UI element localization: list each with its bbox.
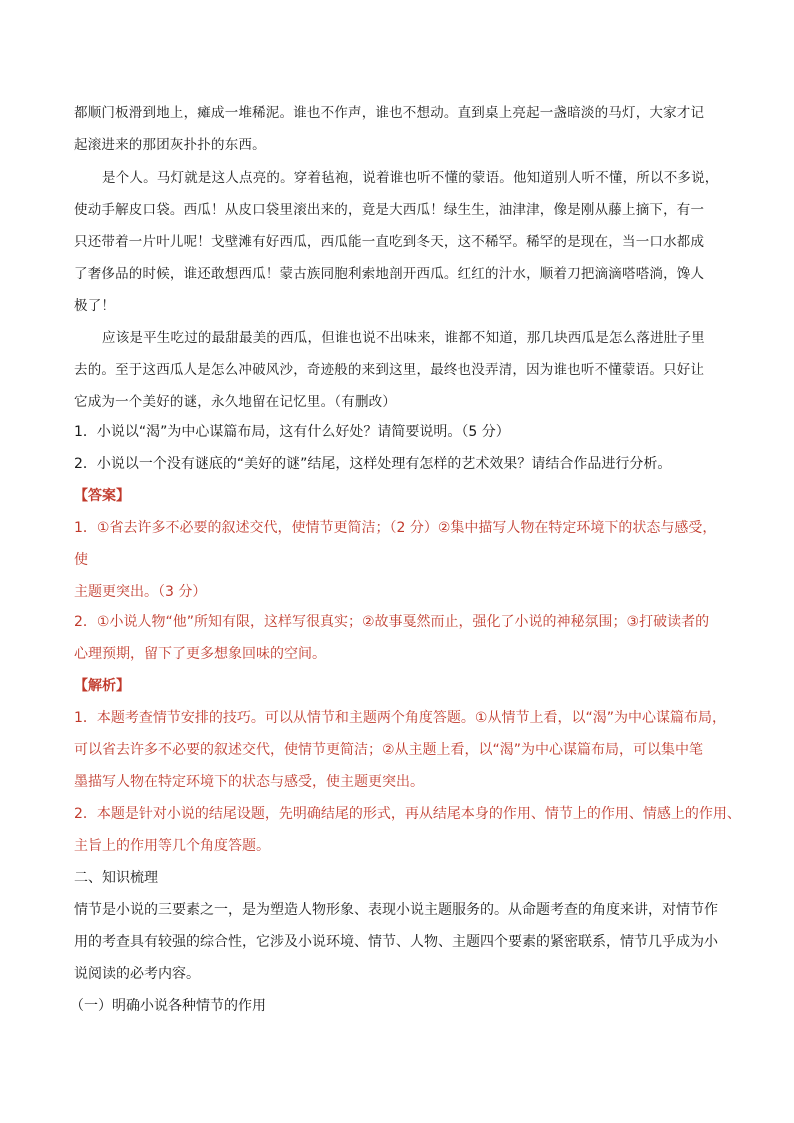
question-2: [74, 448, 722, 480]
text-line: 用的考查具有较强的综合性，它涉及小说环境、情节、人物、主题四个要素的紧密联系，情节几乎成为小: [74, 934, 718, 950]
text-line: 1．①省去许多不必要的叙述交代，使情节更简洁；（2 分）②集中描写人物在特定环境下的状态与感受，: [74, 520, 717, 536]
text-line: 心理预期，留下了更多想象回味的空间。: [74, 646, 326, 662]
analysis-1: [74, 702, 726, 798]
knowledge-subheading: [70, 990, 718, 1022]
text-line: 主题更突出。（3 分）: [74, 584, 207, 600]
section-tag: 【答案】: [74, 488, 130, 504]
text-line: 极了！: [74, 298, 116, 314]
analysis-heading: [74, 670, 722, 702]
passage-paragraph-2: [74, 162, 722, 322]
knowledge-heading: [74, 862, 722, 894]
answer-1: [74, 512, 722, 608]
answer-2: [74, 606, 722, 670]
text-line: 只还带着一片叶儿呢！戈壁滩有好西瓜，西瓜能一直吃到冬天，这不稀罕。稀罕的是现在，当一口水都成: [74, 234, 705, 250]
text-line: 起滚进来的那团灰扑扑的东西。: [74, 137, 266, 153]
text-line: 了奢侈品的时候，谁还敢想西瓜！蒙古族同胞利索地剖开西瓜。红红的汁水，顺着刀把滴滴嗒嗒淌，馋人: [74, 266, 705, 282]
question-text: 1．小说以“渴”为中心谋篇布局，这有什么好处？请简要说明。（5 分）: [74, 424, 510, 440]
text-line: 2．①小说人物“他”所知有限，这样写很真实；②故事戛然而止，强化了小说的神秘氛围；③打破读者的: [74, 614, 710, 630]
passage-paragraph-1: [74, 97, 722, 161]
section-tag: 【解析】: [74, 678, 130, 694]
text-line: 1．本题考查情节安排的技巧。可以从情节和主题两个角度答题。①从情节上看，以“渴”为中心谋篇布局，: [74, 710, 726, 726]
question-text: 2．小说以一个没有谜底的“美好的谜”结尾，这样处理有怎样的艺术效果？请结合作品进行分析。: [74, 456, 672, 472]
subsection-heading: （一）明确小说各种情节的作用: [70, 998, 266, 1014]
text-line: 说阅读的必考内容。: [74, 966, 200, 982]
answer-heading: [74, 480, 722, 512]
text-line: 使: [74, 552, 88, 568]
text-line: 2．本题是针对小说的结尾设题，先明确结尾的形式，再从结尾本身的作用、情节上的作用、情感上的作用、: [74, 806, 741, 822]
question-1: [74, 416, 722, 448]
text-line: 墨描写人物在特定环境下的状态与感受，使主题更突出。: [74, 774, 424, 790]
text-line: 它成为一个美好的谜，永久地留在记忆里。（有删改）: [74, 394, 397, 410]
knowledge-paragraph: [74, 894, 722, 990]
text-line: 是个人。马灯就是这人点亮的。穿着毡袍，说着谁也听不懂的蒙语。他知道别人听不懂，所以不多说，: [102, 170, 719, 186]
text-line: 应该是平生吃过的最甜最美的西瓜，但谁也说不出味来，谁都不知道，那几块西瓜是怎么落进肚子里: [102, 330, 705, 346]
text-line: 使动手解皮口袋。西瓜！从皮口袋里滚出来的，竟是大西瓜！绿生生，油津津，像是刚从藤上摘下，有一: [74, 202, 705, 218]
text-line: 去的。至于这西瓜人是怎么冲破风沙，奇迹般的来到这里，最终也没弄清，因为谁也听不懂蒙语。只好让: [74, 362, 705, 378]
analysis-2: [74, 798, 741, 862]
section-heading: 二、知识梳理: [74, 870, 158, 886]
text-line: 可以省去许多不必要的叙述交代，使情节更简洁；②从主题上看，以“渴”为中心谋篇布局，可以集中笔: [74, 742, 704, 758]
passage-paragraph-3: [74, 322, 722, 418]
text-line: 主旨上的作用等几个角度答题。: [74, 838, 270, 854]
text-line: 都顺门板滑到地上，瘫成一堆稀泥。谁也不作声，谁也不想动。直到桌上亮起一盏暗淡的马灯，大家才记: [74, 105, 705, 121]
text-line: 情节是小说的三要素之一，是为塑造人物形象、表现小说主题服务的。从命题考查的角度来讲，对情节作: [74, 902, 718, 918]
